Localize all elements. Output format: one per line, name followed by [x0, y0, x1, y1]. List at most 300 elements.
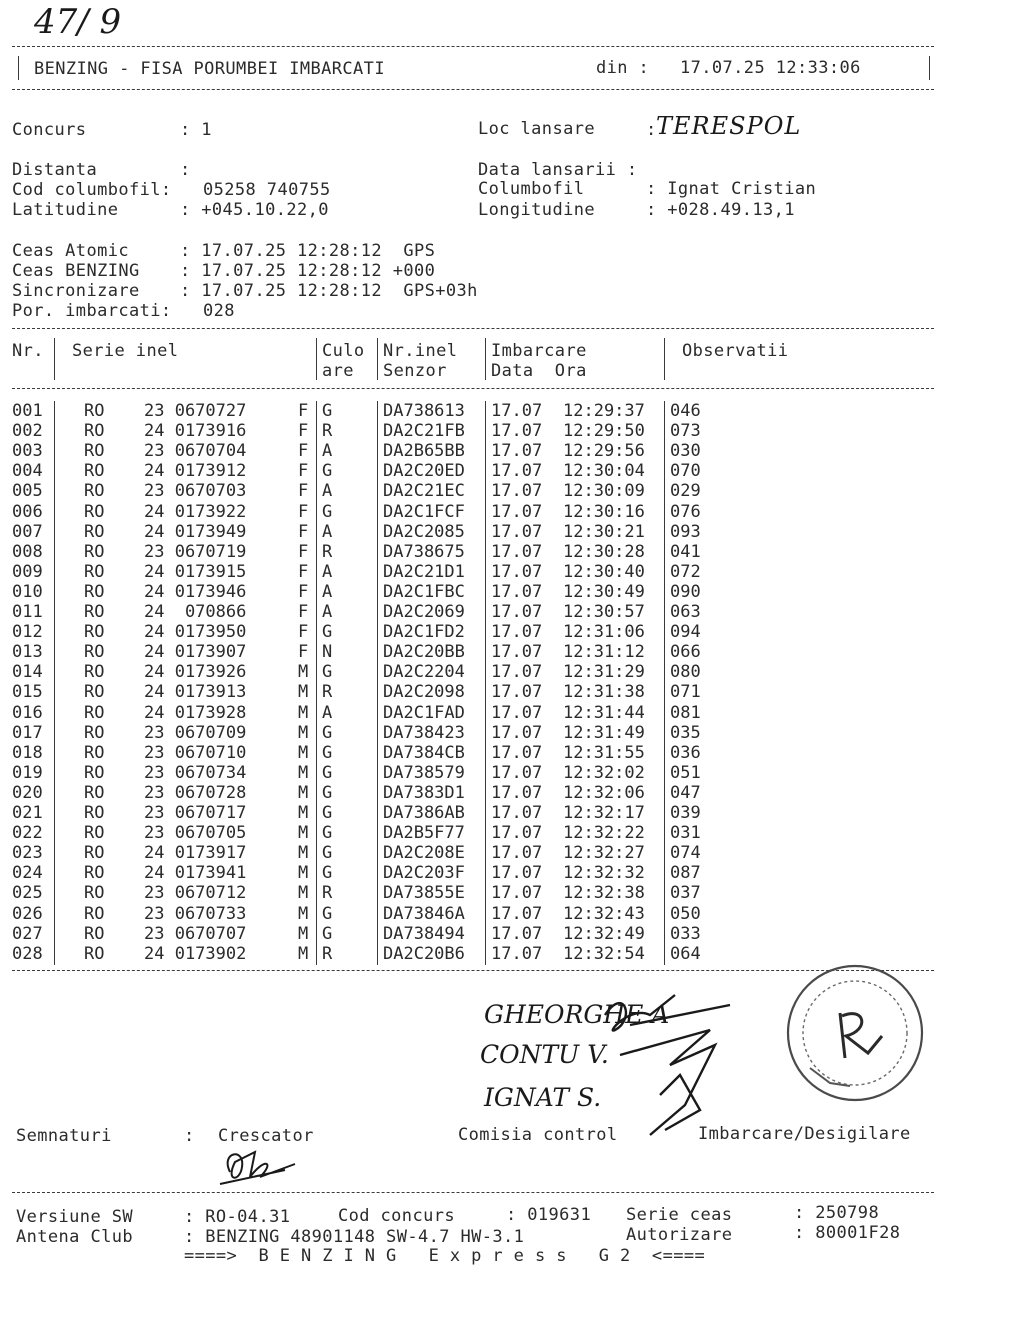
cell-sex: F — [298, 481, 309, 502]
cell-country: RO — [84, 863, 105, 884]
cell-time: 12:32:32 — [563, 863, 645, 884]
cell-time: 12:30:04 — [563, 461, 645, 482]
header-right-border — [929, 56, 930, 80]
table-row — [0, 743, 1024, 763]
table-row — [0, 582, 1024, 602]
distanta-label: Distanta — [12, 160, 98, 180]
cell-country: RO — [84, 803, 105, 823]
cell-ring: 24 0173922 — [144, 501, 247, 522]
table-top-divider — [12, 328, 934, 329]
cell-obs: 047 — [670, 782, 701, 803]
table-row — [0, 662, 1024, 682]
header-sep-5 — [664, 338, 665, 380]
cell-nr: 028 — [12, 943, 43, 964]
cell-color: G — [322, 923, 333, 944]
sincronizare-label: Sincronizare — [12, 281, 140, 301]
cell-sensor: DA738494 — [383, 923, 465, 944]
cell-nr: 020 — [12, 782, 43, 803]
cell-color: G — [322, 823, 333, 844]
cell-ring: 24 0173917 — [144, 843, 247, 864]
cell-date: 17.07 — [491, 662, 543, 683]
cell-country: RO — [84, 481, 105, 502]
cell-color: G — [322, 762, 333, 783]
cell-obs: 036 — [670, 742, 701, 763]
cell-obs: 035 — [670, 722, 701, 743]
cell-obs: 094 — [670, 622, 701, 643]
cell-ring: 23 0670733 — [144, 903, 247, 924]
cell-obs: 030 — [670, 441, 701, 462]
cell-sex: F — [298, 642, 309, 663]
cell-sex: M — [298, 863, 309, 884]
cell-time: 12:32:06 — [563, 782, 645, 803]
cell-country: RO — [84, 461, 105, 482]
cell-color: A — [322, 441, 333, 462]
table-row — [0, 823, 1024, 843]
cod-concurs-label: Cod concurs — [338, 1206, 455, 1226]
col-header-nrinel-2: Senzor — [383, 361, 447, 381]
benzing-express-banner: ====> B E N Z I N G E x p r e s s G 2 <==== — [184, 1246, 706, 1266]
cell-sex: M — [298, 722, 309, 743]
cell-ring: 23 0670717 — [144, 803, 247, 823]
cell-country: RO — [84, 401, 105, 421]
cell-country: RO — [84, 903, 105, 924]
cell-sex: M — [298, 662, 309, 683]
cell-nr: 003 — [12, 441, 43, 462]
cell-time: 12:30:49 — [563, 581, 645, 602]
cell-date: 17.07 — [491, 823, 543, 844]
cell-country: RO — [84, 923, 105, 944]
cell-nr: 021 — [12, 803, 43, 823]
cell-date: 17.07 — [491, 602, 543, 622]
header-left-border — [18, 56, 19, 80]
cell-nr: 023 — [12, 843, 43, 864]
table-row — [0, 562, 1024, 582]
cell-time: 12:30:57 — [563, 602, 645, 622]
cell-sex: F — [298, 541, 309, 562]
cell-date: 17.07 — [491, 481, 543, 502]
cell-nr: 013 — [12, 642, 43, 663]
por-imbarcati-label: Por. imbarcati: — [12, 301, 172, 321]
cell-date: 17.07 — [491, 803, 543, 823]
cell-date: 17.07 — [491, 702, 543, 723]
cell-nr: 010 — [12, 581, 43, 602]
cell-sensor: DA2C20BB — [383, 642, 465, 663]
cell-sex: M — [298, 943, 309, 964]
cell-date: 17.07 — [491, 461, 543, 482]
signature-scribble-1-icon — [590, 985, 770, 1145]
cell-country: RO — [84, 843, 105, 864]
table-row — [0, 783, 1024, 803]
cell-nr: 014 — [12, 662, 43, 683]
cell-time: 12:30:21 — [563, 521, 645, 542]
cell-sex: M — [298, 883, 309, 904]
cell-nr: 017 — [12, 722, 43, 743]
table-row — [0, 803, 1024, 823]
handwritten-name-3: IGNAT S. — [484, 1083, 602, 1112]
cell-sex: M — [298, 923, 309, 944]
cell-sex: M — [298, 702, 309, 723]
cell-ring: 23 0670709 — [144, 722, 247, 743]
cell-obs: 074 — [670, 843, 701, 864]
cell-color: A — [322, 521, 333, 542]
cell-color: A — [322, 702, 333, 723]
cell-color: G — [322, 662, 333, 683]
cell-sensor: DA2C2098 — [383, 682, 465, 703]
cell-obs: 033 — [670, 923, 701, 944]
table-row — [0, 863, 1024, 883]
table-row — [0, 703, 1024, 723]
autorizare-label: Autorizare — [626, 1225, 733, 1245]
cell-ring: 24 070866 — [144, 602, 247, 622]
cell-date: 17.07 — [491, 622, 543, 643]
cell-ring: 23 0670719 — [144, 541, 247, 562]
cell-time: 12:30:09 — [563, 481, 645, 502]
col-header-nr: Nr. — [12, 341, 44, 361]
cell-time: 12:32:27 — [563, 843, 645, 864]
cell-time: 12:30:16 — [563, 501, 645, 522]
report-date-label: din : — [596, 58, 650, 78]
concurs-label: Concurs — [12, 120, 87, 140]
cell-country: RO — [84, 501, 105, 522]
cell-obs: 071 — [670, 682, 701, 703]
table-row — [0, 622, 1024, 642]
cell-ring: 24 0173926 — [144, 662, 247, 683]
cell-country: RO — [84, 642, 105, 663]
cell-country: RO — [84, 943, 105, 964]
cell-date: 17.07 — [491, 561, 543, 582]
cell-country: RO — [84, 722, 105, 743]
cell-ring: 23 0670727 — [144, 401, 247, 421]
cell-time: 12:31:49 — [563, 722, 645, 743]
cell-time: 12:31:06 — [563, 622, 645, 643]
cell-sensor: DA2C1FAD — [383, 702, 465, 723]
cell-obs: 063 — [670, 602, 701, 622]
cell-sex: M — [298, 803, 309, 823]
loc-lansare-colon: : — [646, 120, 657, 140]
cell-country: RO — [84, 762, 105, 783]
cell-time: 12:32:38 — [563, 883, 645, 904]
cell-sex: F — [298, 501, 309, 522]
cell-sex: F — [298, 561, 309, 582]
cell-obs: 039 — [670, 803, 701, 823]
cell-sensor: DA2C20B6 — [383, 943, 465, 964]
handwritten-page-number: 47/ 9 — [34, 2, 122, 42]
cell-time: 12:31:44 — [563, 702, 645, 723]
cell-obs: 029 — [670, 481, 701, 502]
crescator-label: Crescator — [218, 1126, 314, 1146]
cell-time: 12:32:22 — [563, 823, 645, 844]
cell-sex: F — [298, 421, 309, 442]
cell-color: G — [322, 401, 333, 421]
versiune-sw-value: : RO-04.31 — [184, 1207, 291, 1227]
loc-lansare-label: Loc lansare — [478, 119, 595, 139]
cell-time: 12:31:38 — [563, 682, 645, 703]
table-row — [0, 642, 1024, 662]
cell-color: G — [322, 863, 333, 884]
cell-color: A — [322, 561, 333, 582]
cell-ring: 24 0173941 — [144, 863, 247, 884]
cell-sensor: DA2C21D1 — [383, 561, 465, 582]
cell-ring: 24 0173902 — [144, 943, 247, 964]
cell-date: 17.07 — [491, 642, 543, 663]
header-top-divider — [12, 46, 934, 47]
cell-date: 17.07 — [491, 742, 543, 763]
cell-nr: 012 — [12, 622, 43, 643]
cell-obs: 031 — [670, 823, 701, 844]
cell-time: 12:32:17 — [563, 803, 645, 823]
cell-sex: F — [298, 521, 309, 542]
cell-obs: 073 — [670, 421, 701, 442]
cell-color: R — [322, 682, 333, 703]
cell-sex: F — [298, 441, 309, 462]
cell-country: RO — [84, 742, 105, 763]
cell-nr: 002 — [12, 421, 43, 442]
header-sep-2 — [316, 338, 317, 380]
cell-ring: 23 0670710 — [144, 742, 247, 763]
cell-date: 17.07 — [491, 722, 543, 743]
ceas-benzing-label: Ceas BENZING — [12, 261, 140, 281]
cell-ring: 24 0173950 — [144, 622, 247, 643]
columbofil-label: Columbofil — [478, 179, 585, 199]
cell-sensor: DA2C1FD2 — [383, 622, 465, 643]
cell-obs: 064 — [670, 943, 701, 964]
cell-nr: 005 — [12, 481, 43, 502]
cell-date: 17.07 — [491, 943, 543, 964]
versiune-sw-label: Versiune SW — [16, 1207, 133, 1227]
cell-date: 17.07 — [491, 843, 543, 864]
cell-nr: 001 — [12, 401, 43, 421]
cell-sensor: DA2C2085 — [383, 521, 465, 542]
cell-date: 17.07 — [491, 903, 543, 924]
cell-color: G — [322, 622, 333, 643]
cell-date: 17.07 — [491, 441, 543, 462]
cell-nr: 018 — [12, 742, 43, 763]
cell-sensor: DA73855E — [383, 883, 465, 904]
cell-nr: 025 — [12, 883, 43, 904]
table-row — [0, 904, 1024, 924]
col-header-imbarcare-1: Imbarcare — [491, 341, 587, 361]
cell-sensor: DA2C1FCF — [383, 501, 465, 522]
cell-color: G — [322, 461, 333, 482]
cell-sensor: DA2B5F77 — [383, 823, 465, 844]
cell-sensor: DA2C20ED — [383, 461, 465, 482]
cod-columbofil-value: 05258 740755 — [203, 180, 331, 200]
latitudine-label: Latitudine — [12, 200, 119, 220]
por-imbarcati-value: 028 — [203, 301, 235, 321]
header-sep-1 — [54, 338, 55, 380]
cell-nr: 024 — [12, 863, 43, 884]
cell-nr: 006 — [12, 501, 43, 522]
cell-date: 17.07 — [491, 501, 543, 522]
cell-nr: 016 — [12, 702, 43, 723]
report-title: BENZING - FISA PORUMBEI IMBARCATI — [34, 59, 385, 79]
cell-sensor: DA73846A — [383, 903, 465, 924]
cell-country: RO — [84, 521, 105, 542]
table-row — [0, 502, 1024, 522]
cell-nr: 027 — [12, 923, 43, 944]
table-row — [0, 883, 1024, 903]
cell-color: G — [322, 843, 333, 864]
cell-obs: 072 — [670, 561, 701, 582]
distanta-value: : — [180, 160, 191, 180]
table-row — [0, 522, 1024, 542]
cell-date: 17.07 — [491, 682, 543, 703]
cell-sex: M — [298, 742, 309, 763]
table-row — [0, 723, 1024, 743]
cell-sensor: DA7383D1 — [383, 782, 465, 803]
latitudine-value: : +045.10.22,0 — [180, 200, 329, 220]
cell-time: 12:32:54 — [563, 943, 645, 964]
cell-nr: 026 — [12, 903, 43, 924]
cell-obs: 090 — [670, 581, 701, 602]
cell-sex: M — [298, 782, 309, 803]
cell-country: RO — [84, 662, 105, 683]
cell-ring: 23 0670703 — [144, 481, 247, 502]
serie-ceas-label: Serie ceas — [626, 1205, 733, 1225]
imbarcare-desigilare-label: Imbarcare/Desigilare — [698, 1124, 911, 1144]
cell-ring: 23 0670704 — [144, 441, 247, 462]
ceas-benzing-value: : 17.07.25 12:28:12 +000 — [180, 261, 436, 281]
cell-sensor: DA738613 — [383, 401, 465, 421]
table-row — [0, 481, 1024, 501]
cell-obs: 080 — [670, 662, 701, 683]
cell-color: G — [322, 803, 333, 823]
table-row — [0, 763, 1024, 783]
cell-sex: M — [298, 682, 309, 703]
cell-color: G — [322, 782, 333, 803]
longitudine-label: Longitudine — [478, 200, 595, 220]
cell-time: 12:31:29 — [563, 662, 645, 683]
cell-sensor: DA2C2204 — [383, 662, 465, 683]
col-header-nrinel-1: Nr.inel — [383, 341, 458, 361]
cell-color: G — [322, 742, 333, 763]
table-row — [0, 843, 1024, 863]
cell-country: RO — [84, 823, 105, 844]
semnaturi-label: Semnaturi — [16, 1126, 112, 1146]
cell-ring: 24 0173949 — [144, 521, 247, 542]
cell-date: 17.07 — [491, 421, 543, 442]
ceas-atomic-value: : 17.07.25 12:28:12 GPS — [180, 241, 436, 261]
cell-color: R — [322, 541, 333, 562]
cell-sensor: DA7386AB — [383, 803, 465, 823]
cell-obs: 046 — [670, 401, 701, 421]
cell-sex: M — [298, 843, 309, 864]
cell-time: 12:29:50 — [563, 421, 645, 442]
official-stamp-icon — [780, 958, 930, 1108]
cell-nr: 007 — [12, 521, 43, 542]
cell-date: 17.07 — [491, 521, 543, 542]
cell-ring: 24 0173946 — [144, 581, 247, 602]
cell-sensor: DA2C2069 — [383, 602, 465, 622]
data-lansarii-label: Data lansarii : — [478, 160, 638, 180]
antena-club-value: : BENZING 48901148 SW-4.7 HW-3.1 — [184, 1227, 525, 1247]
cell-time: 12:31:55 — [563, 742, 645, 763]
handwritten-name-2: CONTU V. — [480, 1040, 609, 1069]
col-header-imbarcare-2: Data Ora — [491, 361, 587, 381]
cod-columbofil-label: Cod columbofil: — [12, 180, 172, 200]
header-bottom-divider — [12, 89, 934, 90]
cell-sensor: DA2C21EC — [383, 481, 465, 502]
cell-obs: 076 — [670, 501, 701, 522]
cell-sensor: DA2B65BB — [383, 441, 465, 462]
table-row — [0, 682, 1024, 702]
cell-nr: 008 — [12, 541, 43, 562]
cell-date: 17.07 — [491, 581, 543, 602]
table-row — [0, 461, 1024, 481]
col-header-culoare-2: are — [322, 361, 354, 381]
ceas-atomic-label: Ceas Atomic — [12, 241, 129, 261]
serie-ceas-value: : 250798 — [794, 1203, 880, 1223]
autorizare-value: : 80001F28 — [794, 1223, 901, 1243]
cell-country: RO — [84, 421, 105, 442]
cell-country: RO — [84, 581, 105, 602]
comisia-label: Comisia control — [458, 1125, 618, 1145]
cell-time: 12:29:37 — [563, 401, 645, 421]
cell-ring: 24 0173928 — [144, 702, 247, 723]
col-header-observatii: Observatii — [682, 341, 789, 361]
table-row — [0, 421, 1024, 441]
cell-sex: M — [298, 823, 309, 844]
cell-date: 17.07 — [491, 863, 543, 884]
cell-country: RO — [84, 622, 105, 643]
cell-color: G — [322, 722, 333, 743]
cell-nr: 011 — [12, 602, 43, 622]
cell-date: 17.07 — [491, 401, 543, 421]
cell-color: G — [322, 501, 333, 522]
handwritten-name-1: GHEORGHE A — [484, 1000, 670, 1029]
cell-time: 12:32:49 — [563, 923, 645, 944]
cell-sensor: DA738423 — [383, 722, 465, 743]
cell-color: N — [322, 642, 333, 663]
cell-sensor: DA2C208E — [383, 843, 465, 864]
cell-sex: F — [298, 581, 309, 602]
cell-sensor: DA2C21FB — [383, 421, 465, 442]
cell-sex: F — [298, 622, 309, 643]
table-row — [0, 441, 1024, 461]
cell-ring: 24 0173915 — [144, 561, 247, 582]
cell-sex: F — [298, 461, 309, 482]
cell-date: 17.07 — [491, 923, 543, 944]
cell-color: A — [322, 581, 333, 602]
cell-nr: 004 — [12, 461, 43, 482]
cell-ring: 24 0173913 — [144, 682, 247, 703]
cell-sensor: DA738675 — [383, 541, 465, 562]
cell-country: RO — [84, 602, 105, 622]
cell-country: RO — [84, 541, 105, 562]
columbofil-value: : Ignat Cristian — [646, 179, 817, 199]
cell-ring: 24 0173912 — [144, 461, 247, 482]
cell-obs: 041 — [670, 541, 701, 562]
cell-ring: 23 0670707 — [144, 923, 247, 944]
cell-obs: 051 — [670, 762, 701, 783]
cell-nr: 019 — [12, 762, 43, 783]
cell-sensor: DA2C1FBC — [383, 581, 465, 602]
col-header-culoare-1: Culo — [322, 341, 365, 361]
cell-obs: 081 — [670, 702, 701, 723]
table-row — [0, 401, 1024, 421]
cell-sensor: DA2C203F — [383, 863, 465, 884]
longitudine-value: : +028.49.13,1 — [646, 200, 795, 220]
crescator-signature-icon — [210, 1142, 300, 1192]
cell-country: RO — [84, 782, 105, 803]
cell-ring: 23 0670728 — [144, 782, 247, 803]
cell-color: A — [322, 481, 333, 502]
cell-color: R — [322, 943, 333, 964]
header-sep-4 — [485, 338, 486, 380]
cell-sex: F — [298, 401, 309, 421]
cell-color: G — [322, 903, 333, 924]
cell-time: 12:32:43 — [563, 903, 645, 924]
